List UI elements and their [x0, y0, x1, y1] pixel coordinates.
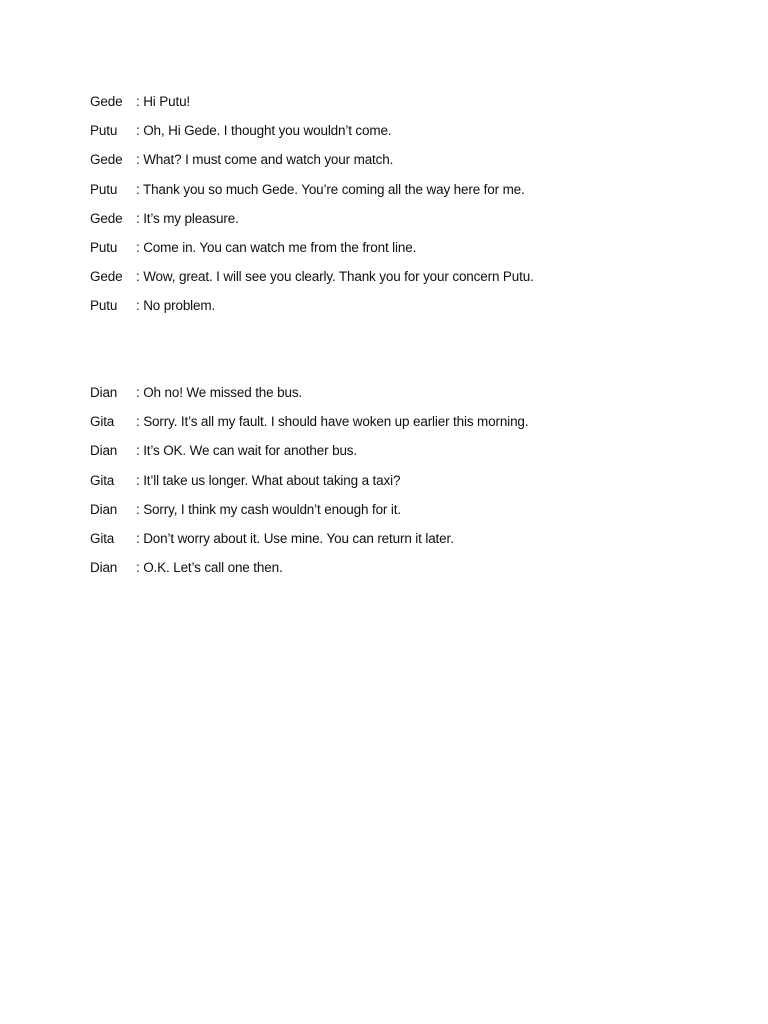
dialogue-dian-gita [90, 383, 690, 587]
dialogue-line [90, 558, 690, 587]
dialogue-line [90, 412, 690, 441]
speech-text: : Sorry, I think my cash wouldn’t enough for it. [136, 500, 690, 520]
speech-text: : Wow, great. I will see you clearly. Thank you for your concern Putu. [136, 267, 690, 287]
speech-text: : Don’t worry about it. Use mine. You can return it later. [136, 529, 690, 549]
speech-text: : Come in. You can watch me from the front line. [136, 238, 690, 258]
dialogue-line [90, 471, 690, 500]
dialogue-line [90, 441, 690, 470]
dialogue-line [90, 500, 690, 529]
dialogue-line [90, 92, 690, 121]
speaker-name: Gede [90, 269, 123, 285]
speaker-name: Dian [90, 443, 118, 459]
speech-text: : Thank you so much Gede. You’re coming all the way here for me. [136, 180, 690, 200]
speech-text: : It’s my pleasure. [136, 209, 690, 229]
speech-text: : Sorry. It’s all my fault. I should have woken up earlier this morning. [136, 412, 690, 432]
speech-text: : O.K. Let’s call one then. [136, 558, 690, 578]
speaker-name: Putu [90, 123, 118, 139]
speaker-name: Dian [90, 385, 118, 400]
speaker-name: Dian [90, 501, 118, 517]
speaker-name: Gita [90, 414, 115, 430]
dialogue-line [90, 383, 690, 412]
speech-text: : It’s OK. We can wait for another bus. [136, 441, 690, 461]
speaker-name: Putu [90, 181, 118, 197]
dialogue-gede-putu [90, 92, 690, 326]
speaker-name: Putu [90, 239, 118, 255]
speech-text: : Hi Putu! [136, 92, 690, 112]
speaker-name: Gede [90, 94, 123, 109]
dialogue-line [90, 296, 690, 325]
speaker-name: Gita [90, 472, 115, 488]
speech-text: : What? I must come and watch your match. [136, 150, 690, 170]
dialogue-line [90, 267, 690, 296]
speech-text: : No problem. [136, 296, 690, 316]
speaker-name: Gede [90, 152, 123, 168]
speaker-name: Dian [90, 560, 118, 576]
speaker-name: Gita [90, 530, 115, 546]
dialogue-line [90, 180, 690, 209]
speaker-name: Putu [90, 298, 118, 314]
speech-text: : Oh, Hi Gede. I thought you wouldn’t come. [136, 121, 690, 141]
speech-text: : It’ll take us longer. What about taking a taxi? [136, 471, 690, 491]
dialogue-line [90, 150, 690, 179]
dialogue-line [90, 209, 690, 238]
speech-text: : Oh no! We missed the bus. [136, 383, 690, 403]
dialogue-line [90, 529, 690, 558]
dialogue-line [90, 121, 690, 150]
dialogue-line [90, 238, 690, 267]
speaker-name: Gede [90, 210, 123, 226]
